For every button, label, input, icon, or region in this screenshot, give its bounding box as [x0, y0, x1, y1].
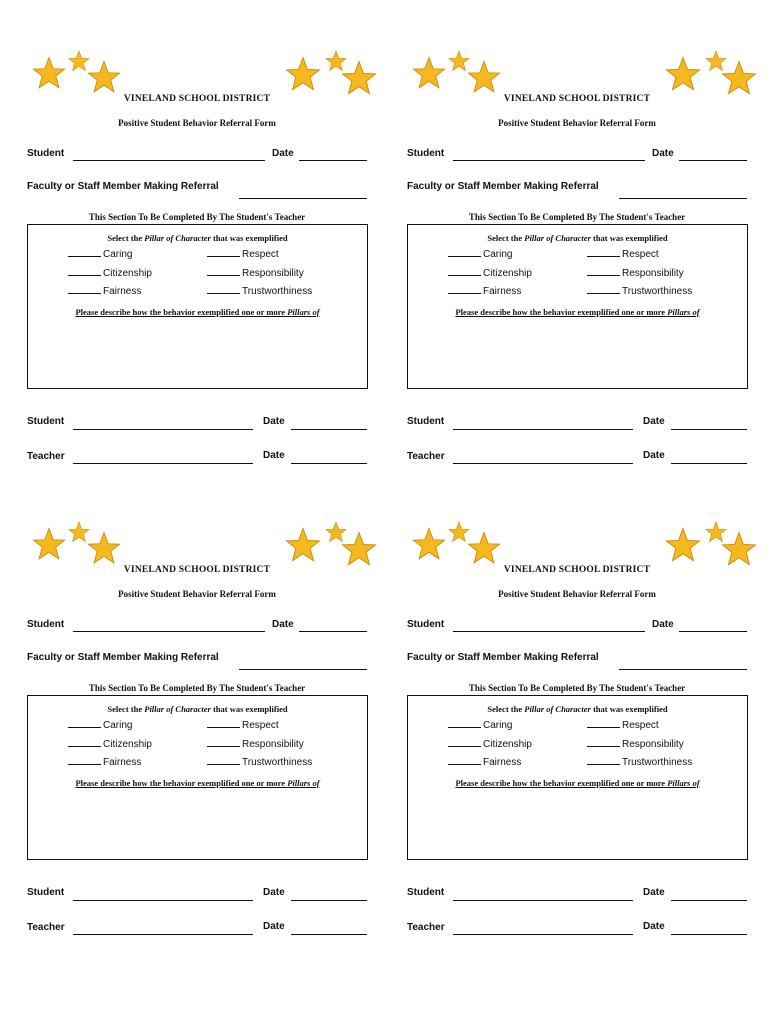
pillar-option-respect[interactable]: Respect — [587, 249, 659, 260]
teacher-date-label: Date — [643, 921, 665, 932]
star-icon — [665, 527, 701, 563]
bottom-student-field[interactable] — [73, 429, 253, 430]
referral-form-top-left — [27, 46, 397, 516]
star-icon — [721, 531, 757, 567]
pillar-option-citizenship[interactable]: Citizenship — [68, 739, 152, 750]
district-name: VINELAND SCHOOL DISTRICT — [123, 94, 271, 104]
bottom-student-label: Student — [27, 887, 65, 898]
pillar-selection-box — [407, 695, 748, 860]
teacher-label: Teacher — [27, 451, 65, 462]
student-label: Student — [407, 619, 445, 630]
student-name-field[interactable] — [73, 631, 265, 632]
describe-behavior-prompt: Please describe how the behavior exemplified one or more Pillars of — [75, 307, 320, 317]
pillar-selection-box — [27, 695, 368, 860]
behavior-description-area[interactable] — [34, 794, 360, 852]
star-icon — [87, 60, 121, 94]
district-name: VINELAND SCHOOL DISTRICT — [503, 565, 651, 575]
referral-form-bottom-right — [407, 517, 770, 987]
star-icon — [467, 60, 501, 94]
star-icon — [285, 527, 321, 563]
faculty-label: Faculty or Staff Member Making Referral — [27, 652, 219, 663]
date-field[interactable] — [679, 631, 747, 632]
pillar-option-responsibility[interactable]: Responsibility — [587, 268, 684, 279]
pillar-option-fairness[interactable]: Fairness — [68, 286, 141, 297]
pillar-option-caring[interactable]: Caring — [68, 720, 132, 731]
teacher-date-field[interactable] — [291, 463, 367, 464]
pillar-option-caring[interactable]: Caring — [448, 720, 512, 731]
student-label: Student — [27, 619, 65, 630]
pillar-option-citizenship[interactable]: Citizenship — [448, 268, 532, 279]
faculty-label: Faculty or Staff Member Making Referral — [407, 181, 599, 192]
pillar-option-trustworthiness[interactable]: Trustworthiness — [587, 286, 692, 297]
pillar-option-trustworthiness[interactable]: Trustworthiness — [207, 757, 312, 768]
student-name-field[interactable] — [453, 631, 645, 632]
teacher-label: Teacher — [407, 451, 445, 462]
teacher-date-label: Date — [263, 450, 285, 461]
pillar-option-citizenship[interactable]: Citizenship — [68, 268, 152, 279]
pillar-option-caring[interactable]: Caring — [448, 249, 512, 260]
teacher-signature-field[interactable] — [453, 463, 633, 464]
select-pillar-instruction: Select the Pillar of Character that was exemplified — [107, 704, 288, 714]
behavior-description-area[interactable] — [34, 323, 360, 381]
bottom-date-field[interactable] — [671, 900, 747, 901]
faculty-label: Faculty or Staff Member Making Referral — [407, 652, 599, 663]
district-name: VINELAND SCHOOL DISTRICT — [123, 565, 271, 575]
bottom-student-field[interactable] — [453, 900, 633, 901]
teacher-date-label: Date — [643, 450, 665, 461]
pillar-option-trustworthiness[interactable]: Trustworthiness — [587, 757, 692, 768]
bottom-date-field[interactable] — [291, 900, 367, 901]
pillar-option-respect[interactable]: Respect — [587, 720, 659, 731]
star-icon — [721, 60, 757, 96]
teacher-section-heading: This Section To Be Completed By The Student's Teacher — [468, 683, 686, 693]
bottom-date-label: Date — [643, 416, 665, 427]
form-title: Positive Student Behavior Referral Form — [118, 589, 276, 599]
student-label: Student — [27, 148, 65, 159]
date-label: Date — [272, 619, 294, 630]
pillar-option-fairness[interactable]: Fairness — [448, 757, 521, 768]
pillar-option-responsibility[interactable]: Responsibility — [207, 739, 304, 750]
pillar-option-caring[interactable]: Caring — [68, 249, 132, 260]
pillar-option-respect[interactable]: Respect — [207, 249, 279, 260]
bottom-date-label: Date — [263, 416, 285, 427]
bottom-date-field[interactable] — [671, 429, 747, 430]
pillar-selection-box — [27, 224, 368, 389]
pillar-selection-box — [407, 224, 748, 389]
bottom-student-label: Student — [27, 416, 65, 427]
bottom-date-field[interactable] — [291, 429, 367, 430]
faculty-label: Faculty or Staff Member Making Referral — [27, 181, 219, 192]
date-field[interactable] — [299, 160, 367, 161]
pillar-option-responsibility[interactable]: Responsibility — [587, 739, 684, 750]
pillar-option-trustworthiness[interactable]: Trustworthiness — [207, 286, 312, 297]
form-title: Positive Student Behavior Referral Form — [118, 118, 276, 128]
faculty-name-field[interactable] — [619, 669, 747, 670]
select-pillar-instruction: Select the Pillar of Character that was exemplified — [487, 233, 668, 243]
star-icon — [341, 531, 377, 567]
teacher-section-heading: This Section To Be Completed By The Student's Teacher — [468, 212, 686, 222]
teacher-label: Teacher — [27, 922, 65, 933]
describe-behavior-prompt: Please describe how the behavior exemplified one or more Pillars of — [75, 778, 320, 788]
faculty-name-field[interactable] — [619, 198, 747, 199]
student-name-field[interactable] — [453, 160, 645, 161]
describe-behavior-prompt: Please describe how the behavior exemplified one or more Pillars of — [455, 307, 700, 317]
faculty-name-field[interactable] — [239, 198, 367, 199]
faculty-name-field[interactable] — [239, 669, 367, 670]
district-name: VINELAND SCHOOL DISTRICT — [503, 94, 651, 104]
pillar-option-fairness[interactable]: Fairness — [68, 757, 141, 768]
describe-behavior-prompt: Please describe how the behavior exemplified one or more Pillars of — [455, 778, 700, 788]
bottom-date-label: Date — [643, 887, 665, 898]
teacher-signature-field[interactable] — [453, 934, 633, 935]
pillar-option-fairness[interactable]: Fairness — [448, 286, 521, 297]
bottom-date-label: Date — [263, 887, 285, 898]
bottom-student-label: Student — [407, 416, 445, 427]
student-label: Student — [407, 148, 445, 159]
teacher-date-label: Date — [263, 921, 285, 932]
teacher-signature-field[interactable] — [73, 934, 253, 935]
star-icon — [285, 56, 321, 92]
date-field[interactable] — [679, 160, 747, 161]
bottom-student-label: Student — [407, 887, 445, 898]
teacher-date-field[interactable] — [671, 463, 747, 464]
select-pillar-instruction: Select the Pillar of Character that was exemplified — [107, 233, 288, 243]
star-icon — [32, 56, 66, 90]
star-icon — [412, 527, 446, 561]
date-label: Date — [652, 148, 674, 159]
pillar-option-responsibility[interactable]: Responsibility — [207, 268, 304, 279]
form-title: Positive Student Behavior Referral Form — [498, 589, 656, 599]
teacher-section-heading: This Section To Be Completed By The Student's Teacher — [88, 683, 306, 693]
form-title: Positive Student Behavior Referral Form — [498, 118, 656, 128]
bottom-student-field[interactable] — [453, 429, 633, 430]
star-icon — [32, 527, 66, 561]
pillar-option-citizenship[interactable]: Citizenship — [448, 739, 532, 750]
referral-form-top-right — [407, 46, 770, 516]
pillar-option-respect[interactable]: Respect — [207, 720, 279, 731]
teacher-date-field[interactable] — [291, 934, 367, 935]
teacher-date-field[interactable] — [671, 934, 747, 935]
star-icon — [341, 60, 377, 96]
bottom-student-field[interactable] — [73, 900, 253, 901]
teacher-section-heading: This Section To Be Completed By The Student's Teacher — [88, 212, 306, 222]
date-field[interactable] — [299, 631, 367, 632]
star-icon — [412, 56, 446, 90]
student-name-field[interactable] — [73, 160, 265, 161]
behavior-description-area[interactable] — [414, 323, 740, 381]
star-icon — [467, 531, 501, 565]
teacher-label: Teacher — [407, 922, 445, 933]
behavior-description-area[interactable] — [414, 794, 740, 852]
date-label: Date — [652, 619, 674, 630]
select-pillar-instruction: Select the Pillar of Character that was exemplified — [487, 704, 668, 714]
star-icon — [665, 56, 701, 92]
date-label: Date — [272, 148, 294, 159]
referral-form-bottom-left — [27, 517, 397, 987]
teacher-signature-field[interactable] — [73, 463, 253, 464]
star-icon — [87, 531, 121, 565]
